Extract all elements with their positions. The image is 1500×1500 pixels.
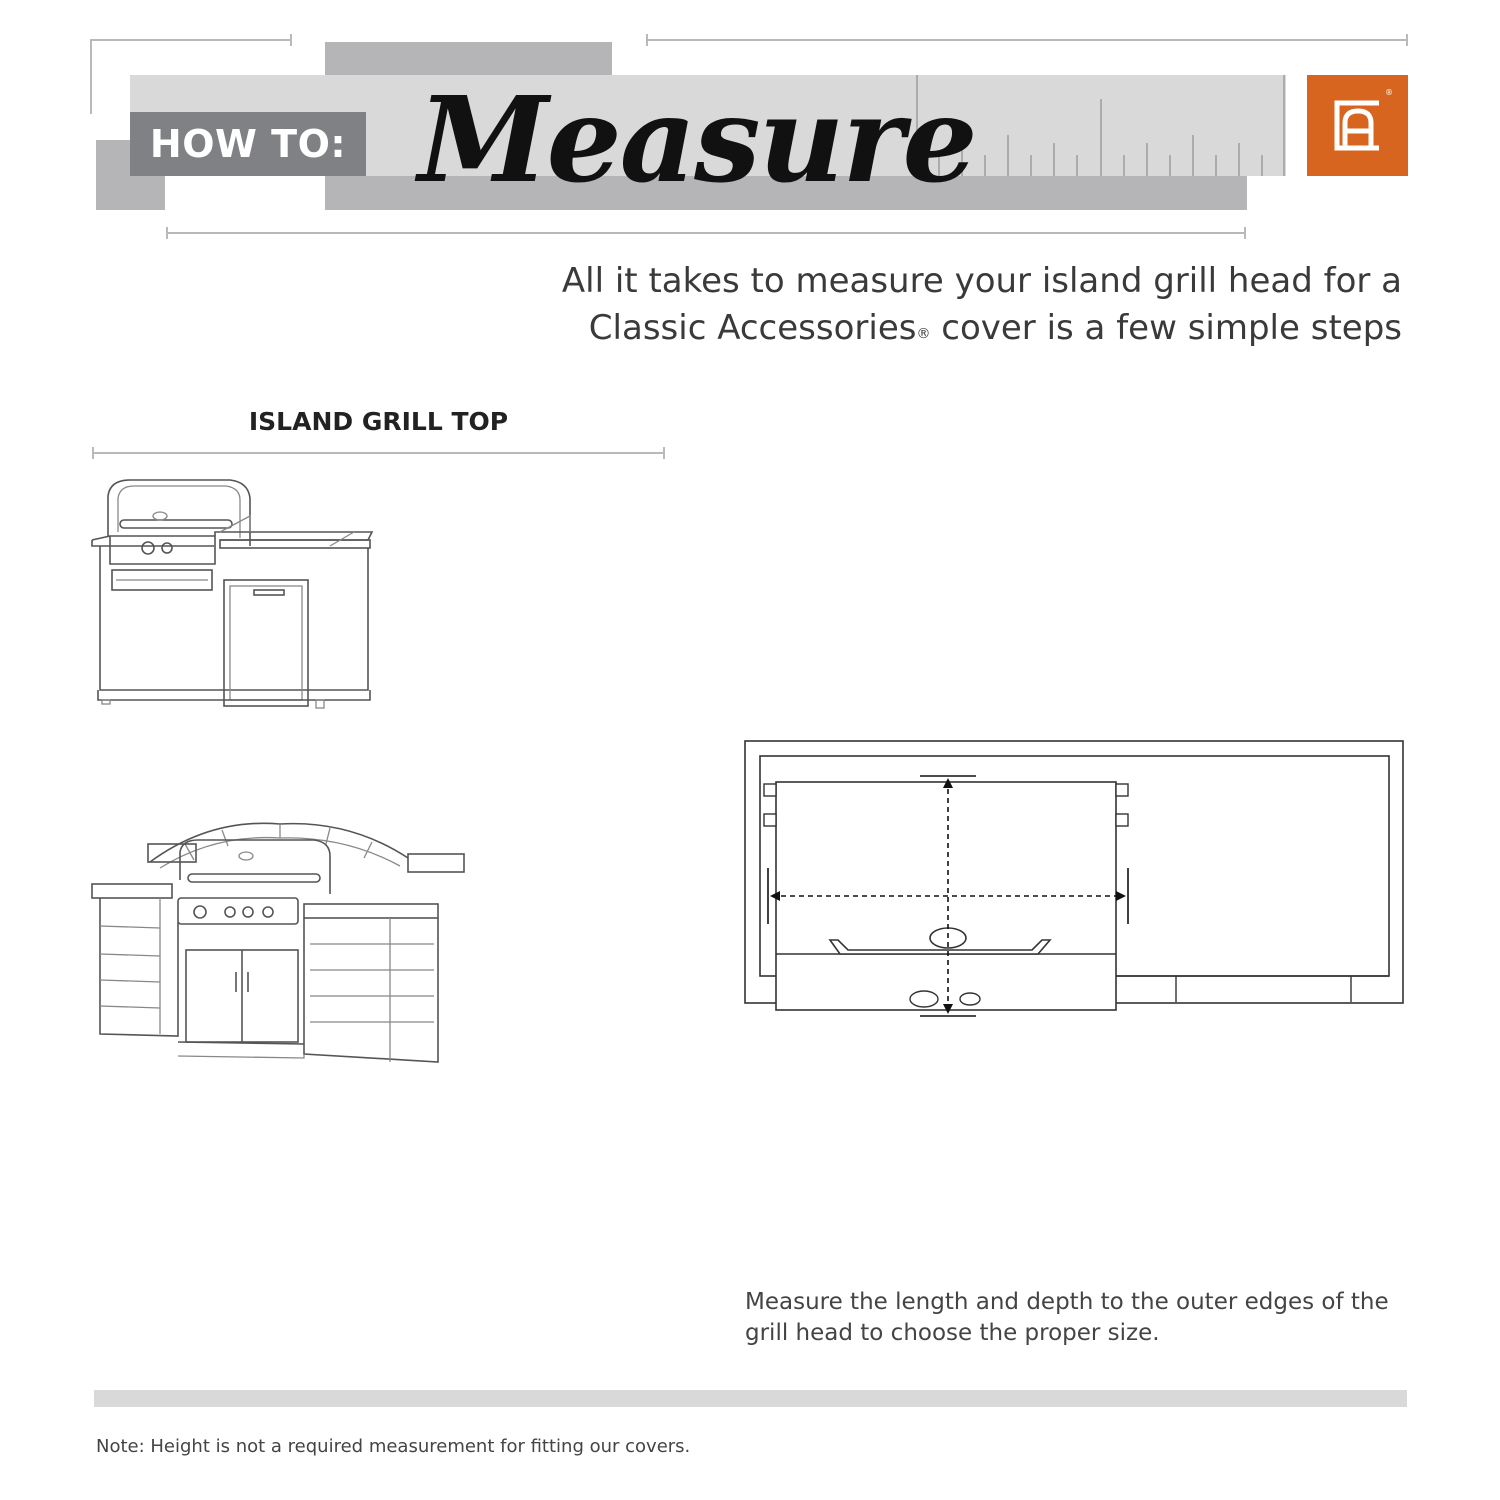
- footer-note: Note: Height is not a required measurement for fitting our covers.: [96, 1436, 691, 1457]
- intro-text: [502, 258, 1402, 352]
- page-title: Measure: [418, 70, 976, 209]
- section-title: ISLAND GRILL TOP: [248, 407, 509, 436]
- classic-accessories-logo-icon: [1307, 75, 1408, 176]
- footer-divider: [94, 1390, 1407, 1407]
- island-grill-with-fridge-icon: [90, 476, 380, 736]
- intro-line-1: All it takes to measure your island grill head for a: [561, 261, 1402, 301]
- grill-head-measurement-diagram: [744, 740, 1406, 1020]
- instruction-text: Measure the length and depth to the outer edges of the grill head to choose the proper size.: [745, 1289, 1389, 1346]
- intro-line-2: Classic Accessories® cover is a few simple steps: [588, 308, 1402, 348]
- svg-text:®: ®: [1385, 88, 1393, 97]
- howto-label: HOW TO:: [130, 112, 366, 176]
- stone-island-grill-icon: [90, 822, 470, 1072]
